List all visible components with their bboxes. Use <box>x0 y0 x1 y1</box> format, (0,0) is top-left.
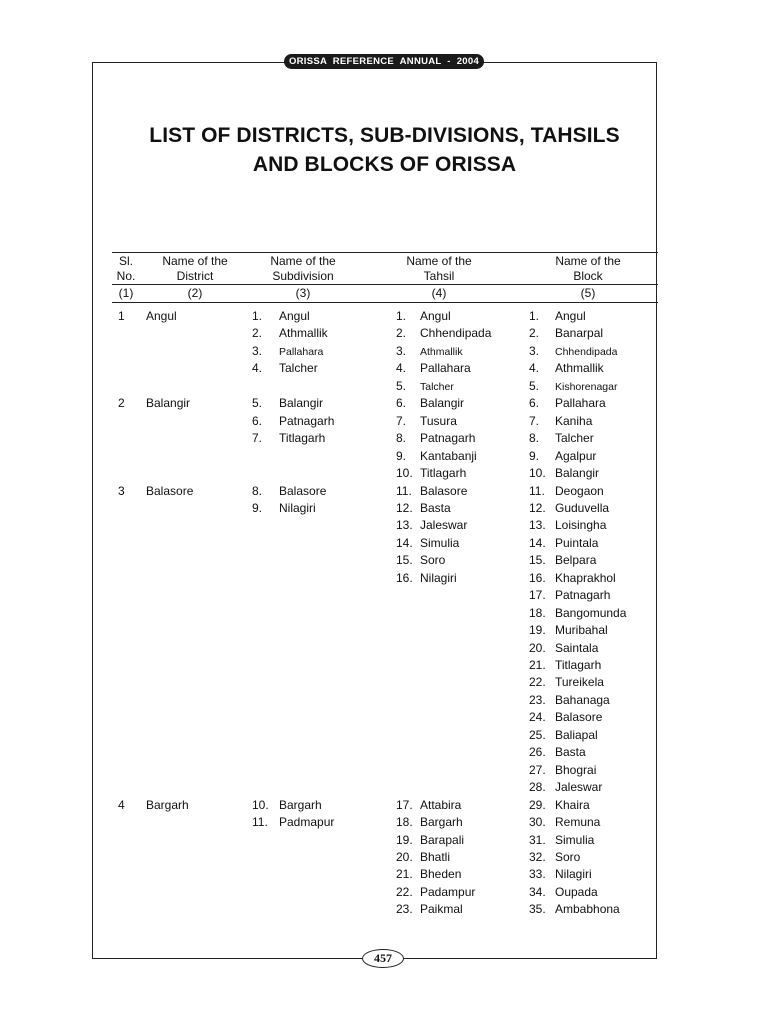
tahsil-name: Simulia <box>420 535 460 550</box>
block-name: Remuna <box>555 815 601 830</box>
subdivision-no: 1. <box>252 309 263 323</box>
block-no: 32. <box>529 849 546 864</box>
block-no: 35. <box>529 902 546 917</box>
block-no: 6. <box>529 396 540 411</box>
header-label: Subdivision <box>272 269 334 283</box>
tahsil-name: Bheden <box>420 867 462 882</box>
district-sl-no: 4 <box>118 797 125 812</box>
subdivision-name: Bargarh <box>279 797 322 812</box>
subdivision-name: Padmapur <box>279 815 335 830</box>
block-name: Banarpal <box>555 326 604 341</box>
tahsil-name: Balangir <box>420 396 465 411</box>
header-label: Block <box>573 269 603 283</box>
block-no: 15. <box>529 553 546 568</box>
header-slno <box>104 254 148 284</box>
block-name: Soro <box>555 849 581 864</box>
header-tahsil <box>389 254 489 284</box>
block-no: 33. <box>529 867 546 882</box>
tahsil-name: Kantabanji <box>420 448 477 463</box>
block-no: 22. <box>529 675 546 690</box>
block-no: 21. <box>529 658 546 672</box>
tahsil-no: 21. <box>396 867 413 882</box>
tahsil-no: 13. <box>396 518 413 533</box>
block-name: Belpara <box>555 553 597 568</box>
subdivision-no: 7. <box>252 431 263 446</box>
subdivision-no: 9. <box>252 500 263 515</box>
tahsil-no: 19. <box>396 832 413 847</box>
header-num-4: (4) <box>431 286 447 300</box>
header-label: Name of the <box>406 254 472 268</box>
block-no: 18. <box>529 605 546 620</box>
tahsil-no: 2. <box>396 326 407 341</box>
block-no: 7. <box>529 413 540 428</box>
subdivision-name: Angul <box>279 309 310 323</box>
block-name: Deogaon <box>555 483 604 498</box>
tahsil-no: 22. <box>396 884 413 899</box>
block-name: Muribahal <box>555 623 608 638</box>
subdivision-no: 6. <box>252 413 263 428</box>
block-no: 8. <box>529 431 540 446</box>
block-no: 29. <box>529 797 546 812</box>
district-name: Bargarh <box>146 797 189 812</box>
block-no: 2. <box>529 326 540 341</box>
subdivision-no: 8. <box>252 483 263 498</box>
block-no: 5. <box>529 378 540 393</box>
block-no: 26. <box>529 745 546 760</box>
header-num-2: (2) <box>187 286 203 300</box>
subdivision-name: Balasore <box>279 483 327 498</box>
block-no: 28. <box>529 780 546 795</box>
tahsil-no: 10. <box>396 466 413 481</box>
block-no: 30. <box>529 815 546 830</box>
tahsil-no: 11. <box>396 483 412 498</box>
tahsil-name: Jaleswar <box>420 518 468 533</box>
block-name: Patnagarh <box>555 588 611 603</box>
tahsil-name: Padampur <box>420 884 476 899</box>
block-no: 16. <box>529 570 546 585</box>
title-line-2: AND BLOCKS OF ORISSA <box>252 153 517 176</box>
tahsil-no: 17. <box>396 797 413 812</box>
block-name: Khaira <box>555 797 590 812</box>
subdivision-no: 10. <box>252 797 269 812</box>
district-name: Balasore <box>146 483 194 498</box>
subdivision-name: Athmallik <box>279 326 328 341</box>
subdivision-name: Pallahara <box>279 346 324 359</box>
tahsil-name: Attabira <box>420 797 462 812</box>
tahsil-no: 3. <box>396 343 407 358</box>
tahsil-name: Talcher <box>420 381 454 394</box>
block-name: Jaleswar <box>555 780 603 795</box>
block-name: Pallahara <box>555 396 606 411</box>
header-label: Name of the <box>555 254 621 268</box>
block-no: 14. <box>529 535 546 550</box>
block-name: Agalpur <box>555 448 597 463</box>
block-name: Loisingha <box>555 518 607 533</box>
subdivision-no: 2. <box>252 326 263 341</box>
page-title <box>92 121 677 179</box>
block-no: 12. <box>529 500 546 515</box>
tahsil-no: 15. <box>396 553 413 568</box>
block-no: 10. <box>529 466 546 481</box>
subdivision-name: Titlagarh <box>279 431 326 446</box>
block-name: Khaprakhol <box>555 570 616 585</box>
block-no: 27. <box>529 762 546 777</box>
tahsil-name: Paikmal <box>420 902 463 917</box>
block-name: Puintala <box>555 535 599 550</box>
tahsil-name: Soro <box>420 553 446 568</box>
tahsil-name: Chhendipada <box>420 326 492 341</box>
header-num-3: (3) <box>295 286 311 300</box>
block-no: 24. <box>529 710 546 725</box>
block-name: Titlagarh <box>555 658 602 672</box>
subdivision-name: Patnagarh <box>279 413 335 428</box>
header-label: Tahsil <box>423 269 455 283</box>
subdivision-no: 4. <box>252 361 263 376</box>
subdivision-name: Nilagiri <box>279 500 316 515</box>
district-name: Balangir <box>146 396 191 411</box>
block-name: Baliapal <box>555 727 598 742</box>
tahsil-name: Titlagarh <box>420 466 467 481</box>
block-name: Oupada <box>555 884 598 899</box>
block-no: 25. <box>529 727 546 742</box>
block-name: Bahanaga <box>555 692 610 707</box>
header-label: Name of the <box>162 254 228 268</box>
block-name: Balangir <box>555 466 600 481</box>
block-no: 9. <box>529 448 540 463</box>
tahsil-name: Balasore <box>420 483 468 498</box>
header-label: Name of the <box>270 254 336 268</box>
title-line-1: LIST OF DISTRICTS, SUB-DIVISIONS, TAHSILS <box>149 124 620 147</box>
block-no: 3. <box>529 343 540 358</box>
tahsil-name: Tusura <box>420 413 457 428</box>
block-no: 20. <box>529 640 546 655</box>
tahsil-no: 23. <box>396 902 413 917</box>
header-label: Sl. <box>118 254 133 268</box>
block-no: 19. <box>529 623 546 638</box>
subdivision-name: Balangir <box>279 396 324 411</box>
header-block <box>538 254 638 284</box>
block-name: Balasore <box>555 710 603 725</box>
block-no: 23. <box>529 692 546 707</box>
district-sl-no: 2 <box>118 396 125 411</box>
district-name: Angul <box>146 309 177 323</box>
block-name: Guduvella <box>555 500 610 515</box>
tahsil-no: 7. <box>396 413 407 428</box>
page-number: 457 <box>362 949 404 968</box>
district-sl-no: 1 <box>118 309 125 323</box>
tahsil-no: 9. <box>396 448 407 463</box>
block-name: Bangomunda <box>555 605 627 620</box>
block-name: Tureikela <box>555 675 604 690</box>
tahsil-name: Bhatli <box>420 849 451 864</box>
header-district <box>145 254 245 284</box>
tahsil-name: Angul <box>420 309 451 323</box>
header-num-1: (1) <box>118 286 134 300</box>
running-header: ORISSA REFERENCE ANNUAL - 2004 <box>284 54 484 69</box>
tahsil-no: 8. <box>396 431 407 446</box>
tahsil-no: 6. <box>396 396 407 411</box>
tahsil-name: Nilagiri <box>420 570 457 585</box>
block-name: Nilagiri <box>555 867 592 882</box>
tahsil-no: 1. <box>396 309 407 323</box>
table-body-rule <box>112 302 658 303</box>
tahsil-no: 14. <box>396 535 413 550</box>
header-subdivision <box>253 254 353 284</box>
block-name: Kaniha <box>555 413 593 428</box>
header-label: District <box>176 269 214 283</box>
block-name: Basta <box>555 745 586 760</box>
block-name: Simulia <box>555 832 595 847</box>
block-no: 13. <box>529 518 546 533</box>
subdivision-no: 11. <box>252 815 268 830</box>
subdivision-no: 5. <box>252 396 263 411</box>
tahsil-no: 20. <box>396 849 413 864</box>
tahsil-no: 18. <box>396 815 413 830</box>
tahsil-no: 12. <box>396 500 413 515</box>
block-no: 31. <box>529 832 546 847</box>
tahsil-name: Basta <box>420 500 451 515</box>
block-no: 17. <box>529 588 546 603</box>
tahsil-name: Athmallik <box>420 346 463 359</box>
block-no: 34. <box>529 884 546 899</box>
tahsil-name: Pallahara <box>420 361 471 376</box>
tahsil-no: 16. <box>396 570 413 585</box>
tahsil-no: 4. <box>396 361 407 376</box>
header-label: No. <box>116 269 136 283</box>
block-name: Saintala <box>555 640 599 655</box>
tahsil-no: 5. <box>396 378 407 393</box>
subdivision-name: Talcher <box>279 361 318 376</box>
table-top-rule <box>112 252 658 253</box>
table-header-rule <box>112 284 658 285</box>
district-sl-no: 3 <box>118 483 125 498</box>
tahsil-name: Patnagarh <box>420 431 476 446</box>
tahsil-name: Barapali <box>420 832 465 847</box>
subdivision-no: 3. <box>252 343 263 358</box>
block-name: Ambabhona <box>555 902 620 917</box>
block-name: Kishorenagar <box>555 381 618 394</box>
tahsil-name: Bargarh <box>420 815 463 830</box>
header-num-5: (5) <box>580 286 596 300</box>
block-no: 4. <box>529 361 540 376</box>
block-name: Chhendipada <box>555 346 618 359</box>
block-name: Bhograi <box>555 762 597 777</box>
block-no: 1. <box>529 309 540 323</box>
block-name: Talcher <box>555 431 594 446</box>
block-name: Angul <box>555 309 586 323</box>
block-name: Athmallik <box>555 361 604 376</box>
block-no: 11. <box>529 483 545 498</box>
